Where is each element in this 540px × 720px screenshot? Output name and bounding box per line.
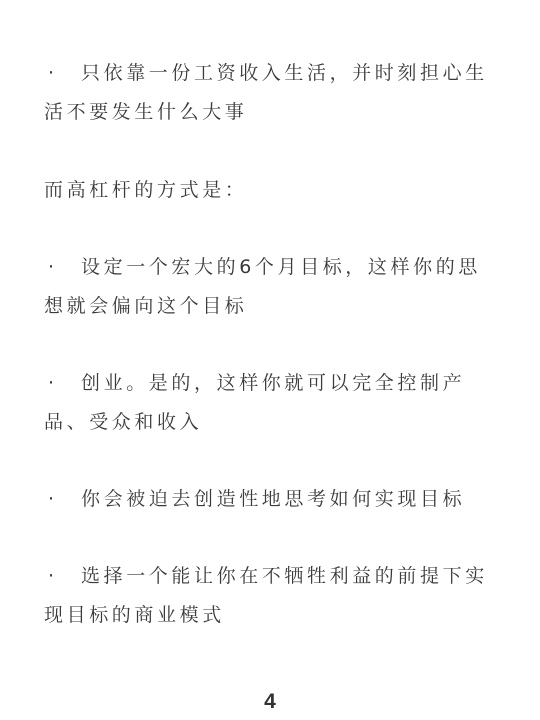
bullet-item: [44, 54, 500, 132]
bullet-dot-icon: ·: [48, 256, 55, 278]
paragraph-text: 而高杠杆的方式是：: [44, 179, 248, 201]
bullet-dot-icon: ·: [48, 372, 55, 394]
bullet-text: 选择一个能让你在不牺牲利益的前提下实现目标的商业模式: [44, 565, 488, 626]
document-body: [44, 54, 500, 635]
bullet-text: 只依靠一份工资收入生活，并时刻担心生活不要发生什么大事: [44, 62, 488, 123]
bullet-item: [44, 364, 500, 442]
page-number: 4: [264, 690, 276, 713]
bullet-item: [44, 557, 500, 635]
paragraph: [44, 171, 500, 210]
bullet-item: [44, 480, 500, 519]
bullet-dot-icon: ·: [48, 565, 55, 587]
bullet-text: 你会被迫去创造性地思考如何实现目标: [81, 488, 466, 510]
bullet-item: [44, 248, 500, 326]
bullet-text: 创业。是的，这样你就可以完全控制产品、受众和收入: [44, 372, 466, 433]
bullet-dot-icon: ·: [48, 62, 55, 84]
bullet-dot-icon: ·: [48, 488, 55, 510]
bullet-text: 设定一个宏大的6个月目标，这样你的思想就会偏向这个目标: [44, 256, 481, 317]
